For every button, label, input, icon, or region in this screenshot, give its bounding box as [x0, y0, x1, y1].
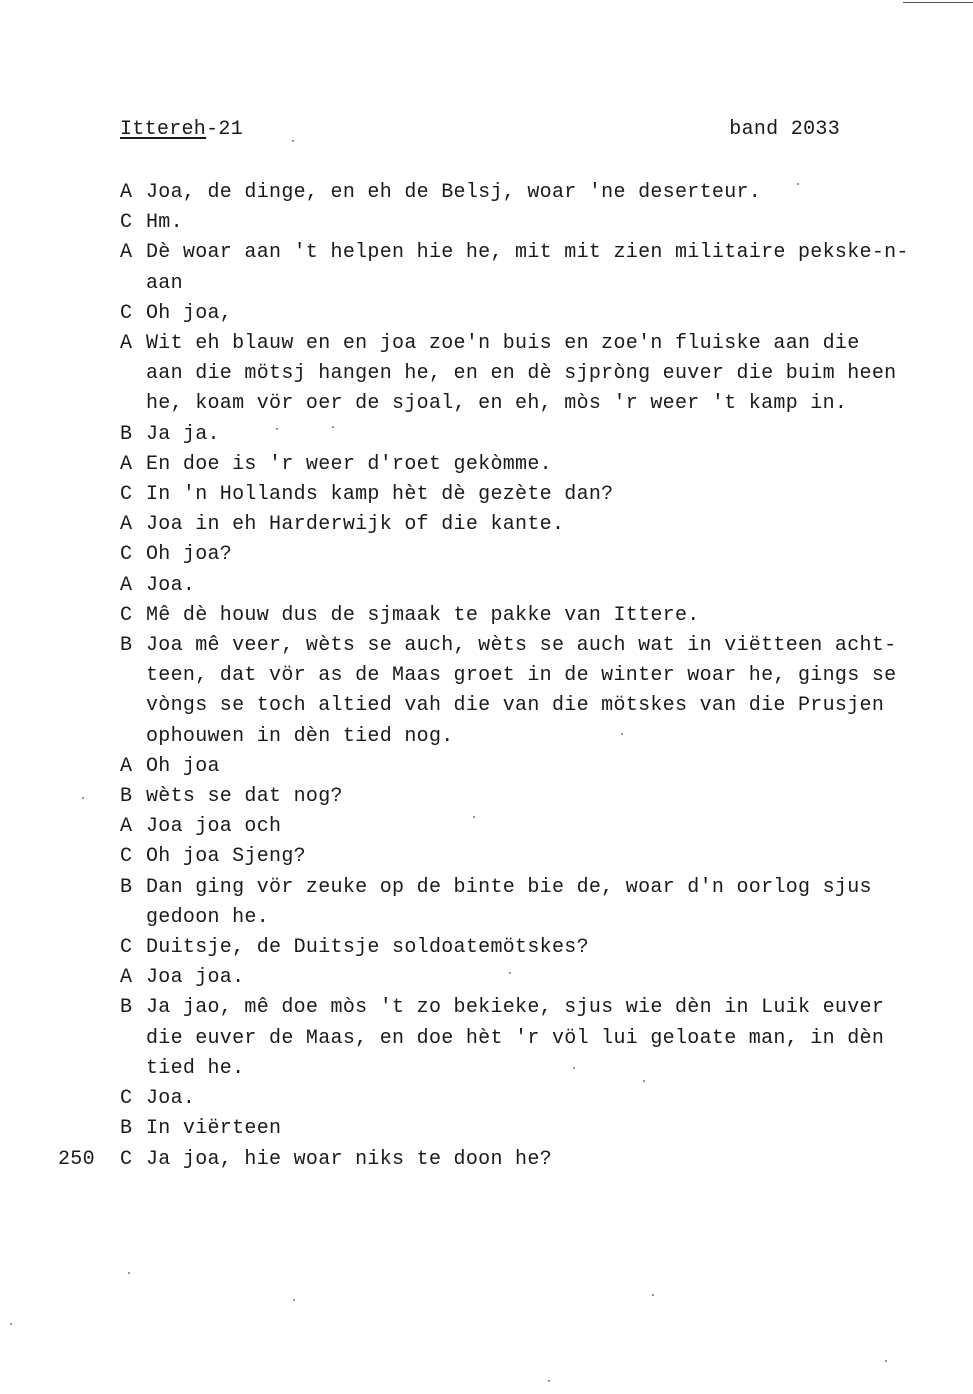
- speaker-label: C: [120, 603, 133, 627]
- transcript-turn: [120, 178, 920, 208]
- scan-speck: [652, 1294, 654, 1296]
- utterance-text: Duitsje, de Duitsje soldoatemötskes?: [146, 936, 589, 960]
- utterance-text: In 'n Hollands kamp hèt dè gezète dan?: [146, 483, 614, 507]
- scan-speck: [573, 1067, 575, 1069]
- transcript-turn: [120, 812, 920, 842]
- transcript-turn: [120, 1084, 920, 1114]
- transcript-turn: [120, 420, 920, 450]
- speaker-label: B: [120, 634, 133, 658]
- scan-speck: [10, 1323, 12, 1325]
- header-page-ref: -21: [206, 118, 244, 141]
- speaker-label: A: [120, 452, 133, 476]
- speaker-label: B: [120, 422, 133, 446]
- speaker-label: C: [120, 936, 133, 960]
- utterance-text: Joa.: [146, 573, 196, 597]
- scan-speck: [82, 797, 84, 799]
- utterance-text: Oh joa,: [146, 301, 233, 325]
- speaker-label: C: [120, 543, 133, 567]
- transcript-turn: [120, 238, 920, 298]
- header-title: Ittereh: [120, 118, 207, 141]
- utterance-text: Ja jao, mê doe mòs 't zo bekieke, sjus wie dèn in Luik euver die euver de Maas, en doe hèt 'r völ lui geloate man, in dèn tied he.: [146, 996, 885, 1080]
- utterance-text: Joa.: [146, 1087, 196, 1111]
- scan-speck: [276, 428, 278, 430]
- transcript-turn: [120, 631, 920, 752]
- speaker-label: A: [120, 241, 133, 265]
- scan-speck: [509, 972, 511, 974]
- scan-speck: [885, 1360, 887, 1362]
- utterance-text: Wit eh blauw en en joa zoe'n buis en zoe'n fluiske aan die aan die mötsj hangen he, en en dè sjpròng euver die buim heen he, koam vör oer de sjoal, en eh, mòs 'r weer 't kamp in.: [146, 332, 897, 416]
- transcript-turn: [120, 933, 920, 963]
- speaker-label: A: [120, 513, 133, 537]
- transcript-turn: [120, 299, 920, 329]
- utterance-text: Joa in eh Harderwijk of die kante.: [146, 513, 565, 537]
- utterance-text: Oh joa?: [146, 543, 233, 567]
- transcript-turn: [120, 873, 920, 933]
- utterance-text: Hm.: [146, 211, 183, 235]
- transcript: [58, 178, 920, 1175]
- transcript-turn: [120, 993, 920, 1084]
- scan-speck: [797, 183, 799, 185]
- scan-speck: [473, 816, 475, 818]
- transcript-turn: [120, 601, 920, 631]
- utterance-text: Joa joa och: [146, 815, 282, 839]
- scan-speck: [293, 1299, 295, 1301]
- page-header: [120, 118, 840, 148]
- speaker-label: B: [120, 1117, 133, 1141]
- transcript-turn: [120, 480, 920, 510]
- utterance-text: Joa, de dinge, en eh de Belsj, woar 'ne deserteur.: [146, 181, 762, 204]
- transcript-turn: [120, 329, 920, 420]
- header-band: band 2033: [729, 118, 840, 141]
- transcript-turn: [120, 450, 920, 480]
- speaker-label: A: [120, 815, 133, 839]
- speaker-label: C: [120, 483, 133, 507]
- transcript-turn: [120, 782, 920, 812]
- utterance-text: Dan ging vör zeuke op de binte bie de, woar d'n oorlog sjus gedoon he.: [146, 875, 872, 929]
- transcript-turn: [120, 842, 920, 872]
- speaker-label: C: [120, 1147, 133, 1171]
- transcript-turn: [120, 208, 920, 238]
- utterance-text: wèts se dat nog?: [146, 785, 343, 809]
- transcript-turn: [120, 963, 920, 993]
- scan-speck: [621, 733, 623, 735]
- utterance-text: Ja joa, hie woar niks te doon he?: [146, 1147, 552, 1171]
- speaker-label: C: [120, 211, 133, 235]
- transcript-turn: [120, 571, 920, 601]
- transcript-turn: [120, 540, 920, 570]
- speaker-label: C: [120, 845, 133, 869]
- speaker-label: A: [120, 754, 133, 778]
- speaker-label: A: [120, 181, 133, 204]
- line-number: 250: [58, 1147, 95, 1171]
- transcript-turn: [120, 1114, 920, 1144]
- utterance-text: Oh joa: [146, 754, 220, 778]
- speaker-label: A: [120, 332, 133, 356]
- utterance-text: Dè woar aan 't helpen hie he, mit mit zien militaire pekske-n- aan: [146, 241, 909, 295]
- transcript-turn: [120, 510, 920, 540]
- speaker-label: B: [120, 785, 133, 809]
- speaker-label: A: [120, 966, 133, 990]
- transcript-turn: [120, 752, 920, 782]
- scan-speck: [548, 1380, 550, 1382]
- utterance-text: Joa mê veer, wèts se auch, wèts se auch wat in viëtteen acht- teen, dat vör as de Maas groet in de winter woar he, gings se vòngs se toch altied vah die van die mötskes van die Prusjen ophouwen in dèn tied nog.: [146, 634, 897, 748]
- top-edge-rule: [903, 2, 973, 3]
- speaker-label: A: [120, 573, 133, 597]
- utterance-text: En doe is 'r weer d'roet gekòmme.: [146, 452, 552, 476]
- scan-speck: [128, 1272, 130, 1274]
- speaker-label: C: [120, 301, 133, 325]
- utterance-text: Oh joa Sjeng?: [146, 845, 306, 869]
- speaker-label: B: [120, 996, 133, 1020]
- utterance-text: Ja ja.: [146, 422, 220, 446]
- scan-speck: [332, 426, 334, 428]
- utterance-text: Joa joa.: [146, 966, 245, 990]
- header-left: [120, 118, 243, 141]
- utterance-text: Mê dè houw dus de sjmaak te pakke van Ittere.: [146, 603, 700, 627]
- utterance-text: In viërteen: [146, 1117, 282, 1141]
- scan-speck: [643, 1080, 645, 1082]
- transcript-turn: [58, 1145, 920, 1175]
- scan-speck: [292, 140, 294, 142]
- speaker-label: C: [120, 1087, 133, 1111]
- speaker-label: B: [120, 875, 133, 899]
